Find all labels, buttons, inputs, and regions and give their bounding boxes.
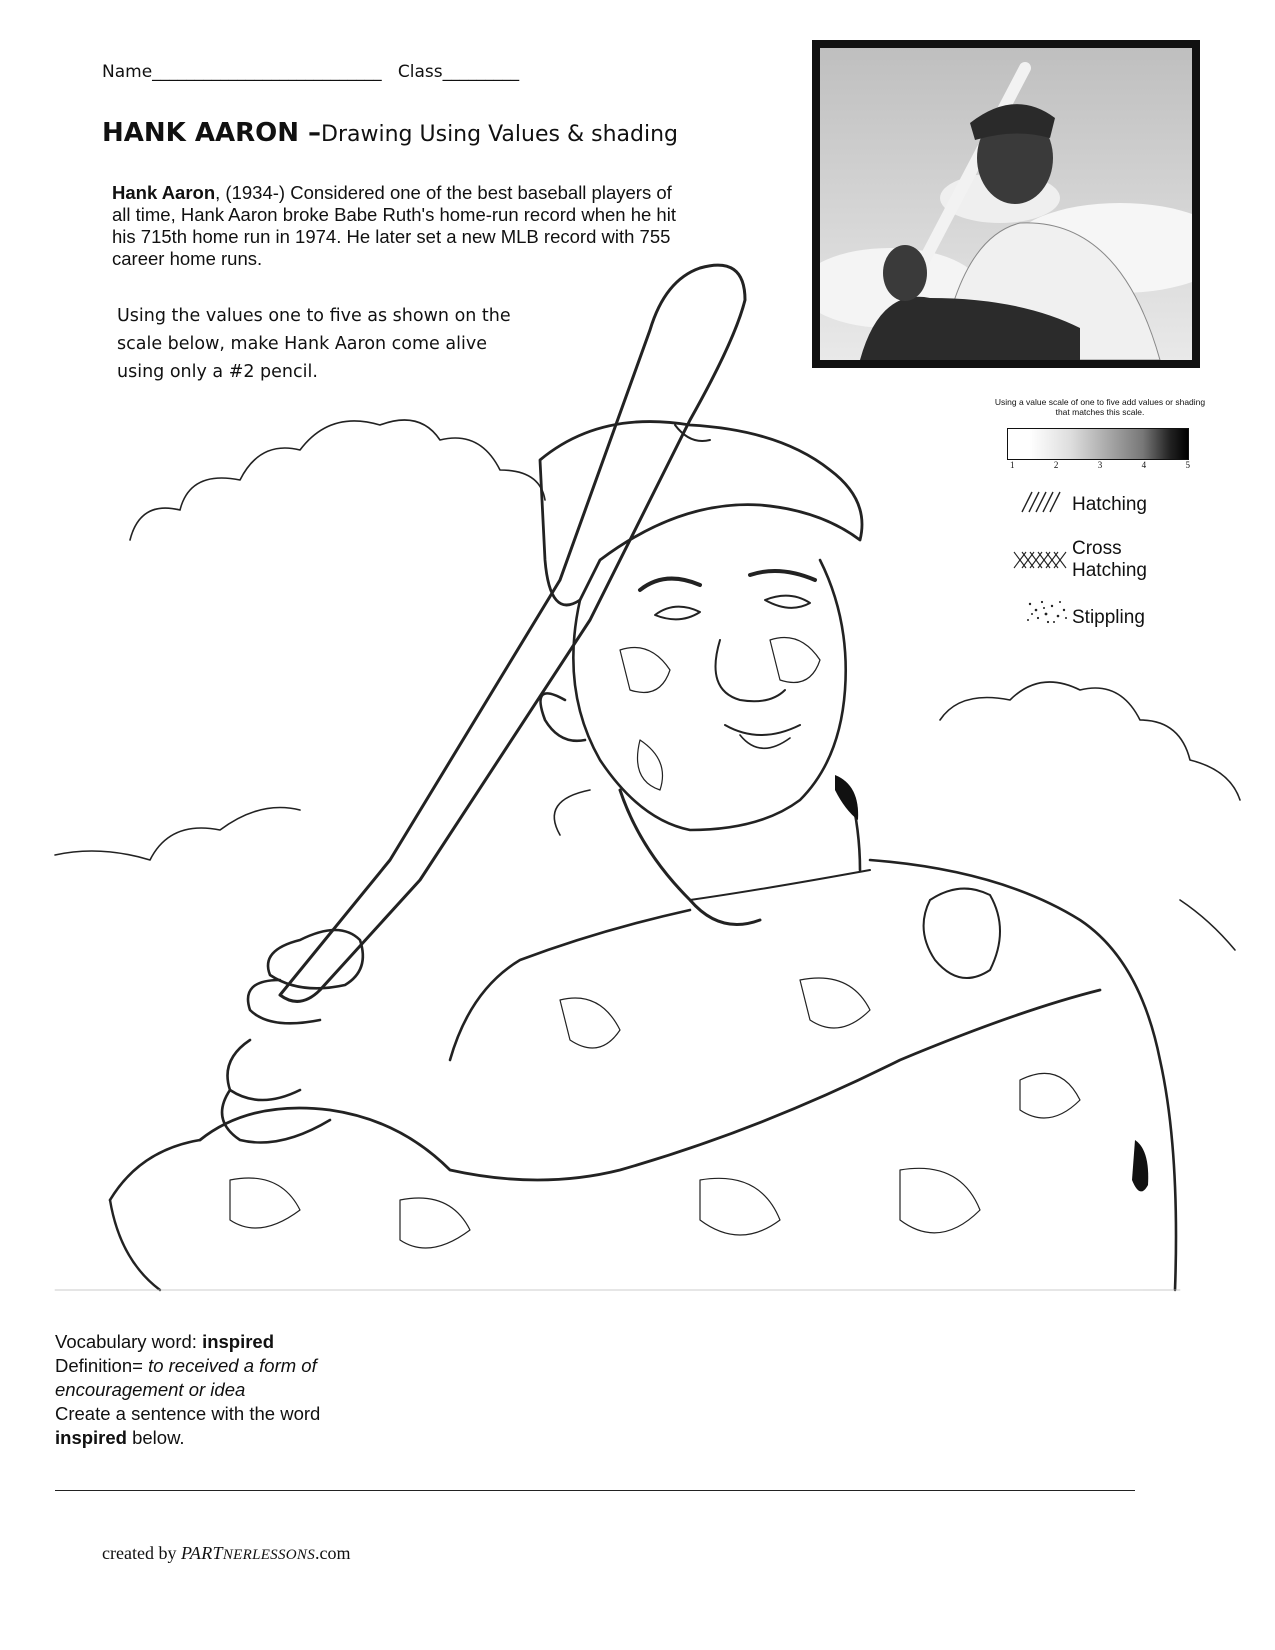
- footer-prefix: created by: [102, 1543, 181, 1563]
- stippling-label: Stippling: [1072, 607, 1145, 628]
- title-subtitle: Drawing Using Values & shading: [321, 122, 678, 147]
- sentence-prompt: [55, 1402, 385, 1450]
- prompt-end: below.: [126, 1427, 185, 1448]
- scale-number: 3: [1097, 460, 1103, 470]
- scale-number: 4: [1141, 460, 1147, 470]
- bio-text: , (1934-) Considered one of the best baseball players of all time, Hank Aaron broke Babe Ruth's home-run record when he hit his 715th home run in 1974. He later set a new MLB record with 755 career home runs.: [112, 182, 676, 269]
- answer-line[interactable]: [55, 1490, 1135, 1491]
- footer-brand-b: NERLESSONS: [222, 1547, 316, 1563]
- name-field-label[interactable]: Name___________________________: [102, 62, 382, 82]
- definition-line: [55, 1354, 385, 1402]
- cross-hatching-label-2: Hatching: [1072, 560, 1147, 581]
- class-field-label[interactable]: Class_________: [397, 62, 520, 82]
- scale-number: 5: [1185, 460, 1190, 470]
- cross-hatching-label-1: Cross: [1072, 538, 1122, 559]
- title-bold: HANK AARON –: [102, 118, 322, 148]
- bio-name: Hank Aaron: [112, 182, 216, 203]
- prompt-start: Create a sentence with the word: [55, 1403, 321, 1424]
- instructions: Using the values one to five as shown on the scale below, make Hank Aaron come alive using only a #2 pencil.: [117, 306, 511, 382]
- vocab-word: inspired: [202, 1331, 275, 1352]
- scale-number: 1: [1010, 460, 1015, 470]
- definition-label: Definition=: [55, 1355, 149, 1376]
- prompt-word: inspired: [55, 1427, 127, 1448]
- value-scale-caption: Using a value scale of one to five add values or shading that matches this scale.: [994, 397, 1206, 417]
- vocab-label: Vocabulary word:: [55, 1331, 203, 1352]
- vocab-word-line: [55, 1330, 385, 1354]
- scale-number: 2: [1053, 460, 1059, 470]
- vocabulary-section: [55, 1330, 385, 1450]
- footer-suffix: .com: [315, 1543, 351, 1563]
- footer-brand-a: PART: [180, 1543, 223, 1563]
- hatching-label: Hatching: [1072, 494, 1147, 515]
- definition-text: to received a form of encouragement or idea: [55, 1355, 317, 1400]
- footer-credit: [102, 1543, 351, 1564]
